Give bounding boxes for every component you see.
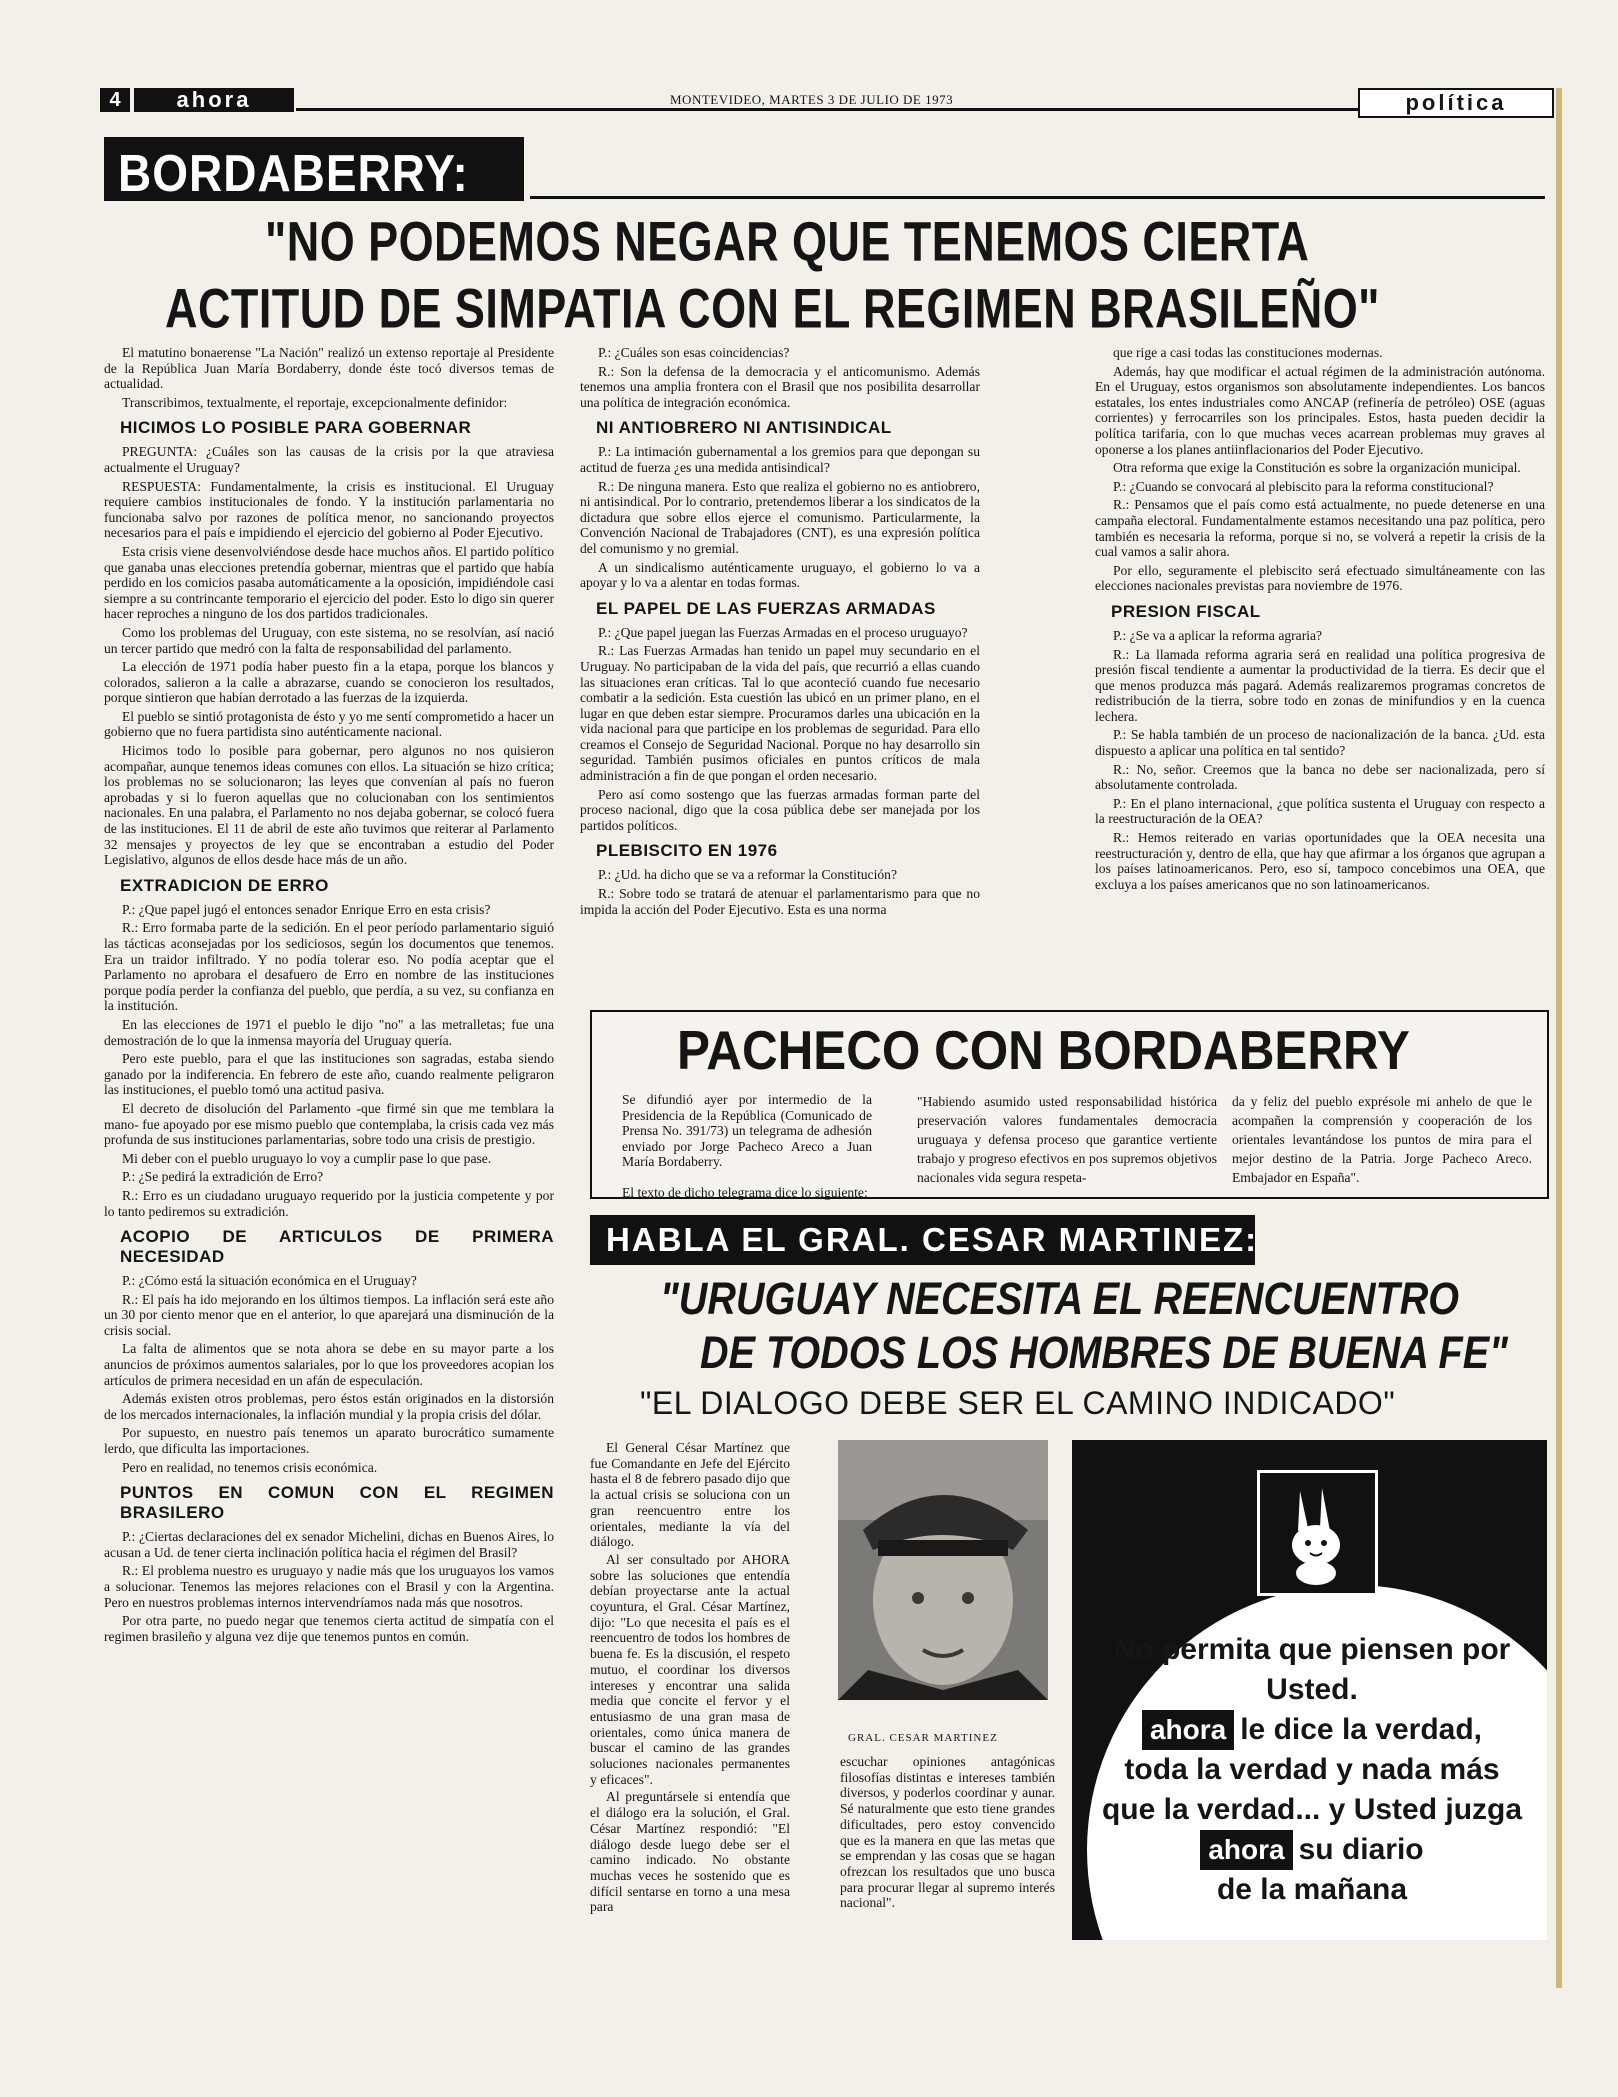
martinez-column-2: escuchar opiniones antagónicas filosofías distintas e intereses también diversos, y poderlos coordinar y aunar. Sé naturalmente que esto tiene grandes dificultades, pero estoy convencido que es la manera en que las metas que se emprendan y las cosas que se hagan ofrezcan los resultados que uno busca para procurar llegar al supremo interés nacional". [840, 1754, 1055, 1911]
page-number: 4 [100, 88, 130, 112]
article-subheading: PRESION FISCAL [1111, 601, 1261, 621]
pacheco-col2: "Habiendo asumido usted responsabilidad histórica preservación valores fundamentales democracia uruguaya y defensa proceso que garantice vertiente trabajo y progreso efectivos en pos supremos objetivos nacionales vida segura respeta- [917, 1094, 1217, 1185]
article-paragraph: que rige a casi todas las constituciones modernas. [1113, 345, 1383, 360]
photo-caption: GRAL. CESAR MARTINEZ [848, 1732, 998, 1744]
article-column-2 [580, 345, 980, 995]
article-subheading: EL PAPEL DE LAS FUERZAS ARMADAS [596, 598, 936, 618]
ad-line-1: No permita que piensen por Usted. [1113, 1633, 1511, 1706]
article-paragraph: Transcribimos, textualmente, el reportaje, excepcionalmente definidor: [122, 394, 508, 410]
article-paragraph: R.: La llamada reforma agraria será en realidad una política progresiva de presión fiscal tendiente a aumentar la productividad de la tierra. Es decir que el que menos produzca más pagará. Además realizaremos programas concretos de redistribución de la tierra, sobre todo en zonas de minifundios y en la cuenca lechera. [1095, 646, 1545, 724]
article-paragraph: P.: ¿Ciertas declaraciones del ex senador Michelini, dichas en Buenos Aires, lo acusan a Ud. de tener cierta inclinación política hacia el régimen del Brasil? [104, 1529, 554, 1560]
article-paragraph: PREGUNTA: ¿Cuáles son las causas de la crisis por la que atraviesa actualmente el Uruguay? [104, 444, 554, 475]
ad-line-4: que la verdad... y Usted juzga [1101, 1793, 1523, 1826]
martinez-headline-line1: "URUGUAY NECESITA EL REENCUENTRO [660, 1274, 1460, 1325]
martinez-photo [838, 1440, 1048, 1700]
ad-logo-frame [1257, 1470, 1378, 1596]
ahora-advertisement [1072, 1440, 1547, 1940]
pacheco-box [590, 1010, 1549, 1199]
article-paragraph: R.: Las Fuerzas Armadas han tenido un papel muy secundario en el Uruguay. No participaban de la vida del país, que recurrió a ellas cuando las situaciones eran críticas. Tal lo que aconteció cuando fue necesario combatir a la sedición. Esta cuestión las ubicó en un primer plano, en el lugar en que deben estar siempre. Procuramos darles una ubicación en la vida nacional para que participe en los problemas de seguridad. Para ello creamos el Consejo de Seguridad Nacional. Porque no hay desarrollo sin seguridad. También pusimos oficiales en puntos críticos de mala administración a fin de que pongan el orden necesario. [580, 643, 980, 784]
ad-line-6: de la mañana [1216, 1873, 1408, 1906]
article-paragraph: P.: ¿Se pedirá la extradición de Erro? [122, 1169, 324, 1185]
masthead-rule [296, 108, 1446, 111]
article-subheading: EXTRADICION DE ERRO [120, 875, 329, 895]
page-edge-rule [1556, 88, 1562, 1988]
article-paragraph: Por ello, seguramente el plebiscito será efectuado simultáneamente con las elecciones nacionales previstas para noviembre de 1976. [1095, 562, 1545, 594]
article-paragraph: La elección de 1971 podía haber puesto fin a la etapa, porque los blancos y colorados, salieron a la calle a abrazarse, cuando se conocieron los resultados, porque sintieron que habían derrotado a las fuerzas de la izquierda. [104, 659, 554, 706]
article-paragraph: Por otra parte, no puedo negar que tenemos cierta actitud de simpatía con el regimen brasileño y alguna vez dije que tenemos puntos en común. [104, 1613, 554, 1644]
article-paragraph: R.: No, señor. Creemos que la banca no debe ser nacionalizada, pero sí absolutamente controlada. [1095, 761, 1545, 793]
article-paragraph: El pueblo se sintió protagonista de ésto y yo me sentí comprometido a hacer un gobierno que no fuera partidista sino auténticamente nacional. [104, 708, 554, 740]
article-paragraph: Mi deber con el pueblo uruguayo lo voy a cumplir pase lo que pase. [122, 1150, 492, 1166]
article-paragraph: Hicimos todo lo posible para gobernar, pero algunos no nos quisieron acompañar, aunque tenemos ideas comunes con ellos. La situación se hizo crítica; los problemas no se solucionaron; las leyes que convenían al país no fueron aprobadas y si lo fueron aquellas que no colucionaban con los sentimientos nacionales. En una palabra, el Parlamento no nos dejaba gobernar, se colocó fuera de las instituciones. El 11 de abril de este año tuvimos que reiterar al Parlamento 32 mensajes y proyectos de ley que se encontraban a estudio del Poder Legislativo, algunos de ellos desde hace más de un año. [104, 743, 554, 868]
kicker-rule [530, 196, 1545, 199]
article-paragraph: El decreto de disolución del Parlamento -que firmé sin que me temblara la mano- fue apoyado por ese mismo pueblo que contemplaba, la crisis cada vez más profunda de sus instituciones parlamentarias, sobre todo una crisis de prestigio. [104, 1100, 554, 1148]
article-paragraph: El matutino bonaerense "La Nación" realizó un extenso reportaje al Presidente de la República Juan María Bordaberry, donde éste tocó diversos temas de actualidad. [104, 345, 554, 392]
article-paragraph: R.: Pensamos que el país como está actualmente, no puede detenerse en una campaña electoral. Fundamentalmente estamos necesitando una paz política, pero también es necesaria la reforma, porque si no, se volverá a repetir la crisis de la cual vamos a salir ahora. [1095, 497, 1545, 560]
article-paragraph: Pero en realidad, no tenemos crisis económica. [122, 1459, 378, 1475]
article-paragraph: R.: Erro formaba parte de la sedición. En el peor período parlamentario siguió las tácticas aconsejadas por los sediciosos, según los documentos que tenemos. Era un traidor infiltrado. Y no podía tolerar eso. No podía aceptar que el Parlamento no aprobara el desafuero de Erro en nombre de las instituciones porque podía perder la confianza del pueblo, que perdía, a su vez, su confianza en la institución. [104, 920, 554, 1014]
article-paragraph: R.: Sobre todo se tratará de atenuar el parlamentarismo para que no impida la acción del Poder Ejecutivo. Esta es una norma [580, 886, 980, 917]
article-subheading: NI ANTIOBRERO NI ANTISINDICAL [596, 418, 892, 438]
article-paragraph: La falta de alimentos que se nota ahora se debe en su mayor parte a los anuncios de próximos aumentos salariales, por lo que los proveedores acopian los artículos de primera necesidad en un afán de especulación. [104, 1341, 554, 1388]
article-paragraph: P.: Se habla también de un proceso de nacionalización de la banca. ¿Ud. esta dispuesto a aplicar una política en tal sentido? [1095, 727, 1545, 759]
main-headline-line2: ACTITUD DE SIMPATIA CON EL REGIMEN BRASILEÑO" [165, 277, 1380, 340]
martinez-paragraph: Al ser consultado por AHORA sobre las soluciones que entendía debían proyectarse ante la actual coyuntura, el Gral. César Martínez, dijo: "Lo que necesita el país es el reencuentro de todos los hombres de buena fe. Es la discusión, el respeto mutuo, el coordinar los diversos intereses y encontrar una salida media que concite el fervor y el entusiasmo de una gran masa de orientales, como única manera de buscar el camino de las grandes soluciones nacionales permanentes y eficaces". [590, 1551, 790, 1787]
martinez-kicker-box [590, 1215, 1259, 1265]
martinez-kicker: HABLA EL GRAL. CESAR MARTINEZ: [606, 1221, 1259, 1258]
pacheco-col1: Se difundió ayer por intermedio de la Presidencia de la República (Comunicado de Prensa No. 391/73) un telegrama de adhesión enviado por Jorge Pacheco Areco a Juan María Bordaberry. El texto de dicho telegrama dice lo siguiente: [622, 1092, 872, 1200]
rabbit-icon [1260, 1473, 1375, 1593]
article-subheading: HICIMOS LO POSIBLE PARA GOBERNAR [120, 418, 472, 438]
article-paragraph: A un sindicalismo auténticamente uruguayo, el gobierno lo va a apoyar y lo va a alentar en todas formas. [580, 559, 980, 591]
article-paragraph: P.: En el plano internacional, ¿que política sustenta el Uruguay con respecto a la reestructuración de la OEA? [1095, 795, 1545, 827]
article-paragraph: P.: ¿Cómo está la situación económica en el Uruguay? [122, 1273, 417, 1289]
article-paragraph: R.: El problema nuestro es uruguayo y nadie más que los uruguayos los vamos a solucionar. Tenemos las mejores relaciones con el Brasil y con la Argentina. Pero en nuestros problemas internos intervendríamos nada más que nosotros. [104, 1563, 554, 1610]
article-subheading: PLEBISCITO EN 1976 [596, 841, 778, 861]
article-paragraph: En las elecciones de 1971 el pueblo le dijo "no" a las metralletas; fue una demostración de lo que la inmensa mayoría del Uruguay quería. [104, 1016, 554, 1048]
article-paragraph: P.: ¿Cuáles son esas coincidencias? [598, 345, 790, 360]
article-column-3 [1095, 345, 1545, 1005]
article-paragraph: P.: La intimación gubernamental a los gremios para que depongan su actitud de fuerza ¿es una medida antisindical? [580, 444, 980, 475]
article-subheading: ACOPIO DE ARTICULOS DE PRIMERA NECESIDAD [120, 1227, 554, 1267]
main-headline-line1: "NO PODEMOS NEGAR QUE TENEMOS CIERTA [265, 210, 1310, 273]
dateline: MONTEVIDEO, MARTES 3 DE JULIO DE 1973 [670, 92, 954, 107]
article-paragraph: Pero así como sostengo que las fuerzas armadas forman parte del proceso nacional, digo que la cosa pública debe ser manejada por los partidos políticos. [580, 786, 980, 833]
article-column-1 [104, 345, 554, 1942]
ad-text [1092, 1630, 1532, 1910]
article-paragraph: Por supuesto, en nuestro país tenemos un aparato burocrático sumamente lerdo, que dificulta las importaciones. [104, 1425, 554, 1457]
martinez-paragraph: Al preguntársele si entendía que el diálogo era la solución, el Gral. César Martínez respondió: "El diálogo desde luego debe ser el camino indicado. No obstante muchas veces he sostenido que es difícil sentarse en torno a una mesa para [590, 1789, 790, 1915]
article-paragraph: P.: ¿Ud. ha dicho que se va a reformar la Constitución? [598, 867, 897, 883]
ad-line-5: ahora su diario [1092, 1830, 1532, 1870]
article-paragraph: Otra reforma que exige la Constitución es sobre la organización municipal. [1113, 460, 1521, 476]
article-paragraph: Pero este pueblo, para el que las instituciones son sagradas, estaba siendo ganado por la indiferencia. En febrero de este año, cuando realmente peligraron las instituciones, el pueblo tomó una actitud pasiva. [104, 1051, 554, 1098]
martinez-headline-line2: DE TODOS LOS HOMBRES DE BUENA FE" [700, 1328, 1508, 1379]
article-paragraph: R.: El país ha ido mejorando en los últimos tiempos. La inflación será este año un 30 por ciento menor que en el anterior, lo que aparejará una disminución de la crisis social. [104, 1291, 554, 1338]
pacheco-headline: PACHECO CON BORDABERRY [677, 1020, 1410, 1082]
kicker-text: BORDABERRY: [118, 143, 469, 202]
article-paragraph: Además existen otros problemas, pero éstos están originados en la distorsión de los mercados internacionales, la inflación mundial y la propia crisis del dólar. [104, 1391, 554, 1422]
article-paragraph: R.: Erro es un ciudadano uruguayo requerido por la justicia competente y por lo tanto pediremos su extradición. [104, 1187, 554, 1219]
article-paragraph: P.: ¿Que papel juegan las Fuerzas Armadas en el proceso uruguayo? [598, 624, 968, 640]
ad-logo: ahora [1142, 1710, 1234, 1750]
article-subheading: PUNTOS EN COMUN CON EL REGIMEN BRASILERO [120, 1483, 554, 1523]
paper-logo: ahora [134, 88, 294, 112]
ad-line-3: toda la verdad y nada más [1124, 1753, 1500, 1786]
article-paragraph: R.: Hemos reiterado en varias oportunidades que la OEA necesita una reestructuración y, dentro de ella, que hay que afirmar a los órganos que agrupan a los países latinoamericanos. Pero, eso sí, tampoco concebimos una OEA, que excluya a los países americanos que no son latinoamericanos. [1095, 830, 1545, 892]
article-paragraph: Esta crisis viene desenvolviéndose desde hace muchos años. El partido político que ganaba unas elecciones pretendía gobernar, mientras que el partido que había perdido en los comicios pasaba automáticamente a la oposición, impidiéndole casi siempre a su contrincante temporario el ejercicio del poder. Esto lo digo sin querer hacer reproches a ninguno de los dos partidos tradicionales. [104, 543, 554, 622]
pacheco-col3: da y feliz del pueblo exprésole mi anhelo de que le acompañen la comprensión y cooperación de los orientales levantándose los puntos de mira para el mejor destino de la Patria. Jorge Pacheco Areco. Embajador en España". [1232, 1094, 1532, 1185]
article-paragraph: P.: ¿Que papel jugó el entonces senador Enrique Erro en esta crisis? [122, 901, 491, 917]
article-paragraph: RESPUESTA: Fundamentalmente, la crisis es institucional. El Uruguay requiere cambios institucionales de fondo. Y la institución parlamentaria no funcionaba salvo por razones de política menor, no sancionando proyectos necesarios para el país e impidiendo el ejercicio del gobierno al Poder Ejecutivo. [104, 478, 554, 541]
article-paragraph: R.: Son la defensa de la democracia y el anticomunismo. Además tenemos una amplia frontera con el Brasil que nos posibilita desarrollar una política de integración económica. [580, 363, 980, 410]
general-portrait-image [838, 1440, 1048, 1700]
article-paragraph: Como los problemas del Uruguay, con este sistema, no se resolvían, así nació un tercer partido que medró con la falta de responsabilidad del parlamento. [104, 624, 554, 656]
kicker-box [104, 137, 524, 201]
article-paragraph: R.: De ninguna manera. Esto que realiza el gobierno no es antiobrero, ni antisindical. Por lo contrario, pretendemos liberar a los sindicatos de la dictadura que sobre ellos ejerce el comunismo. Particularmente, la Convención Nacional de Trabajadores (CNT), es una expresión política del comunismo y no gremial. [580, 478, 980, 556]
article-paragraph: Además, hay que modificar el actual régimen de la administración autónoma. En el Uruguay, estos organismos son absolutamente independientes. Los bancos estatales, los entes industriales como ANCAP (refinería de petróleo) OSE (aguas corrientes) y ferrocarriles son los principales. Estos, hasta pueden decidir la política tarifaria, con lo que muchas veces acarrean problemas muy graves al oponerse a los planes antiinflacionarios del Poder Ejecutivo. [1095, 363, 1545, 457]
ad-line-2: ahora le dice la verdad, [1092, 1710, 1532, 1750]
article-paragraph: P.: ¿Cuando se convocará al plebiscito para la reforma constitucional? [1113, 478, 1494, 494]
martinez-paragraph: El General César Martínez que fue Comandante en Jefe del Ejército hasta el 8 de febrero pasado dijo que la actual crisis se soluciona con un gran reencuentro entre los orientales, mediante la vía del diálogo. [590, 1440, 790, 1550]
martinez-column-1 [590, 1440, 790, 1950]
ad-logo-2: ahora [1200, 1830, 1292, 1870]
section-label: política [1358, 88, 1554, 118]
martinez-subhead: "EL DIALOGO DEBE SER EL CAMINO INDICADO" [640, 1385, 1396, 1421]
page-header [100, 88, 1550, 114]
article-paragraph: P.: ¿Se va a aplicar la reforma agraria? [1113, 627, 1323, 643]
